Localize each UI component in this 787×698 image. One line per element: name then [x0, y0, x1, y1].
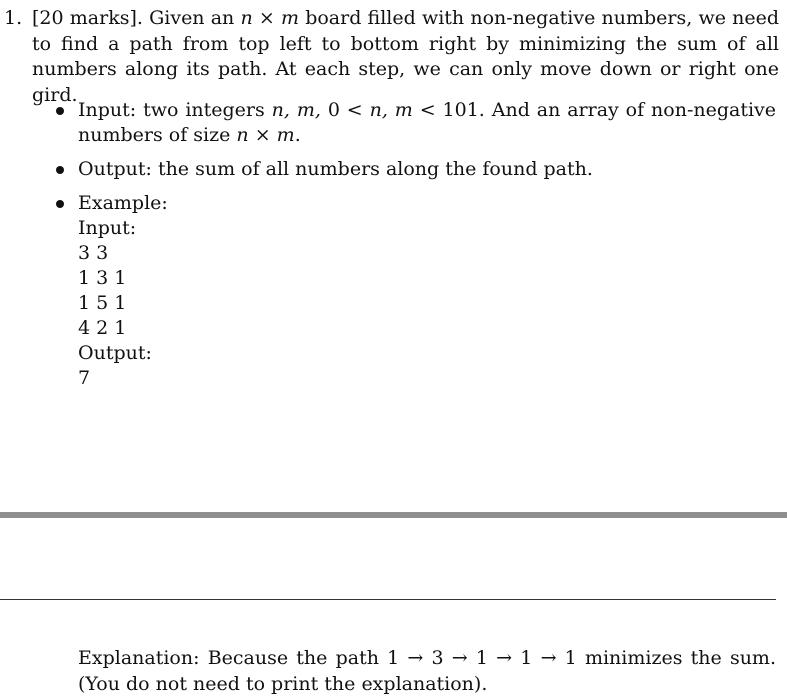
- page-divider-thin: [0, 599, 776, 600]
- board-dims: n × m: [240, 7, 300, 29]
- explanation-text: Explanation: Because the path 1 → 3 → 1 → 1 → 1 minimizes the sum. (You do not need to print the explanation).: [78, 647, 776, 695]
- example-input-line: 1 5 1: [78, 292, 127, 314]
- problem-body: board filled with non-negative numbers, we need to find a path from top left to bottom right by minimizing the sum of all numbers along its path. At each step, we can only move down or right one gird.: [32, 7, 780, 106]
- example-output-value: 7: [78, 367, 91, 389]
- input-period: .: [294, 124, 301, 146]
- example-block: [78, 191, 776, 391]
- example-input-line: 1 3 1: [78, 267, 127, 289]
- input-constraint-vars: n, m: [369, 99, 413, 121]
- input-size: n × m: [236, 124, 295, 146]
- requirements-list: [56, 98, 776, 400]
- example-input-line: 3 3: [78, 242, 109, 264]
- example-item: [56, 191, 776, 391]
- input-vars: n, m,: [271, 99, 321, 121]
- example-input-line: 4 2 1: [78, 317, 127, 339]
- output-item: [56, 157, 776, 182]
- input-text-1: two integers: [143, 99, 265, 121]
- input-item: [56, 98, 776, 148]
- output-description: [78, 157, 776, 182]
- input-constraint-low: 0 <: [327, 99, 363, 121]
- output-label: Output:: [78, 158, 152, 180]
- problem-number: 1.: [4, 7, 23, 29]
- bullet-icon: [56, 107, 64, 115]
- input-description: [78, 98, 776, 148]
- output-text: the sum of all numbers along the found path.: [157, 158, 593, 180]
- input-constraint-high: < 101.: [419, 99, 485, 121]
- example-output-label: Output:: [78, 342, 152, 364]
- input-text-2: And an array of non-negative numbers of size: [78, 99, 777, 146]
- problem-statement: [4, 6, 779, 108]
- example-input-label: Input:: [78, 217, 137, 239]
- problem-text: [32, 6, 779, 108]
- bullet-icon: [56, 200, 64, 208]
- problem-intro: [20 marks]. Given an: [32, 7, 235, 29]
- page-divider-thick: [0, 512, 787, 518]
- bullet-icon: [56, 166, 64, 174]
- example-label: Example:: [78, 192, 168, 214]
- input-label: Input:: [78, 99, 137, 121]
